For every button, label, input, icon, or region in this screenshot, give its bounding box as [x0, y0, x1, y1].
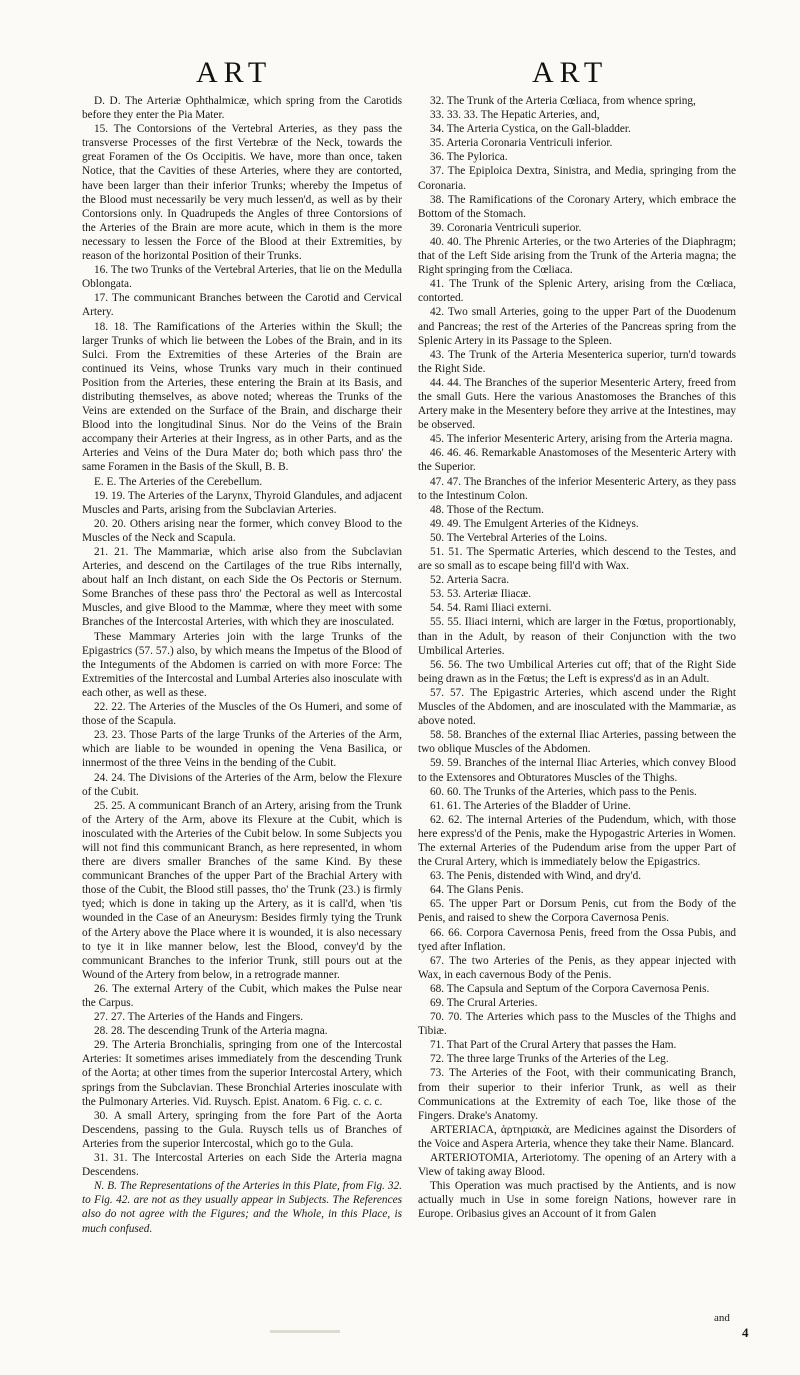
- entry-paragraph: 32. The Trunk of the Arteria Cœliaca, from whence spring,: [430, 95, 696, 107]
- entry-paragraph: 53. 53. Arteriæ Iliacæ.: [430, 588, 532, 601]
- entry-paragraph: E. E. The Arteries of the Cerebellum.: [94, 475, 263, 488]
- entry-paragraph: 71. That Part of the Crural Artery that passes the Ham.: [430, 1039, 677, 1052]
- entry-paragraph: 27. 27. The Arteries of the Hands and Fingers.: [94, 1011, 304, 1024]
- entry-paragraph: 45. The inferior Mesenteric Artery, arising from the Arteria magna.: [430, 433, 733, 446]
- entry-paragraph: 39. Coronaria Ventriculi superior.: [430, 221, 582, 234]
- entry-paragraph: 48. Those of the Rectum.: [430, 503, 544, 516]
- entry-paragraph: 38. The Ramifications of the Coronary Artery, which embrace the Bottom of the Stomach.: [418, 193, 736, 220]
- entry-paragraph: 65. The upper Part or Dorsum Penis, cut from the Body of the Penis, and raised to shew the Corpora Cavernosa Penis.: [418, 898, 736, 925]
- entry-paragraph: N. B. The Representations of the Arteries in this Plate, from Fig. 32. to Fig. 42. are not as they usually appear in Subjects. The References also do not agree with the Figures; and the Whole, in this Place, is much confused.: [82, 1180, 402, 1235]
- entry-paragraph: 52. Arteria Sacra.: [430, 574, 510, 587]
- entry-paragraph: 70. 70. The Arteries which pass to the Muscles of the Thighs and Tibiæ.: [418, 1011, 736, 1038]
- right-column: [418, 94, 736, 1222]
- entry-paragraph: 31. 31. The Intercostal Arteries on each Side the Arteria magna Descendens.: [82, 1152, 402, 1179]
- entry-paragraph: 63. The Penis, distended with Wind, and dry'd.: [430, 870, 642, 883]
- entry-paragraph: 29. The Arteria Bronchialis, springing from one of the Intercostal Arteries: It sometimes arises immediately from the descending Trunk of the Aorta; at other times from the superior Intercostal Artery, which springs from the Subclavian. These Bronchial Arteries inosculate with the Pulmonary Arteries. Vid. Ruysch. Epist. Anatom. 6 Fig. c. c. c.: [82, 1039, 402, 1108]
- left-column: [82, 94, 402, 1236]
- entry-paragraph: 47. 47. The Branches of the inferior Mesenteric Artery, as they pass to the Intestinum Colon.: [418, 475, 736, 502]
- entry-paragraph: 15. The Contorsions of the Vertebral Arteries, as they pass the transverse Processes of the first Vertebræ of the Neck, towards the great Foramen of the Os Occipitis. We have, more than once, taken Notice, that the Cavities of these Arteries, where they are contorted, have been larger than their inferior Trunks; whereby the Impetus of the Blood must necessarily be very much lessen'd, as well as by their Contorsions only. In Quadrupeds the Angles of three Contorsions of the Arteries of the Brain are more acute, which in them is the more necessary to lessen the Force of the Blood at their Extremities, by reason of the horizontal Position of their Trunks.: [82, 123, 402, 263]
- entry-paragraph: 23. 23. Those Parts of the large Trunks of the Arteries of the Arm, which are liable to be wounded in opening the Vena Basilica, or innermost of the three Veins in the bending of the Cubit.: [82, 729, 402, 770]
- entry-paragraph: 69. The Crural Arteries.: [430, 997, 538, 1009]
- entry-paragraph: ARTERIACA, ἀρτηριακὰ, are Medicines against the Disorders of the Voice and Aspera Arteria, whence they take their Name. Blancard.: [418, 1123, 736, 1150]
- entry-paragraph: 19. 19. The Arteries of the Larynx, Thyroid Glandules, and adjacent Muscles and Parts, arising from the Subclavian Arteries.: [82, 489, 402, 516]
- entry-paragraph: 51. 51. The Spermatic Arteries, which descend to the Testes, and are so small as to escape being fill'd with Wax.: [418, 546, 736, 573]
- entry-paragraph: ARTERIOTOMIA, Arteriotomy. The opening of an Artery with a View of taking away Blood.: [418, 1152, 736, 1179]
- entry-paragraph: 50. The Vertebral Arteries of the Loins.: [430, 531, 608, 544]
- entry-paragraph: 33. 33. 33. The Hepatic Arteries, and,: [430, 109, 600, 122]
- entry-paragraph: 28. 28. The descending Trunk of the Arteria magna.: [94, 1025, 328, 1038]
- entry-paragraph: 22. 22. The Arteries of the Muscles of the Os Humeri, and some of those of the Scapula.: [82, 701, 402, 728]
- entry-paragraph: This Operation was much practised by the Antients, and is now actually much in Use in some foreign Nations, however rare in Europe. Oribasius gives an Account of it from Galen: [418, 1180, 736, 1221]
- entry-paragraph: 41. The Trunk of the Splenic Artery, arising from the Cœliaca, contorted.: [418, 278, 736, 305]
- entry-paragraph: 34. The Arteria Cystica, on the Gall-bladder.: [430, 123, 631, 136]
- entry-paragraph: D. D. The Arteriæ Ophthalmicæ, which spring from the Carotids before they enter the Pia Mater.: [82, 95, 402, 122]
- entry-paragraph: 60. 60. The Trunks of the Arteries, which pass to the Penis.: [430, 785, 697, 798]
- entry-paragraph: 61. 61. The Arteries of the Bladder of Urine.: [430, 799, 631, 812]
- entry-paragraph: These Mammary Arteries join with the large Trunks of the Epigastrics (57. 57.) also, by which means the Impetus of the Blood of the Integuments of the Abdomen is carried on with more Force: The Extremities of the Intercostal and Lumbal Arteries also inosculate with each other, as well as these.: [82, 630, 402, 699]
- entry-paragraph: 64. The Glans Penis.: [430, 884, 524, 897]
- entry-paragraph: 25. 25. A communicant Branch of an Artery, arising from the Trunk of the Artery of the Arm, above its Flexure at the Cubit, which is inosculated with the Arteries of the Cubit below. In some Subjects you will not find this communicant Branch, as here represented, in whom there are divers smaller Branches of the same Kind. By these communicant Branches of the upper Part of the Brachial Artery with those of the Cubit, the Blood still passes, tho' the Trunk (23.) is firmly tyed; which is done in taking up the Artery, as it is call'd, when 'tis wounded in the Case of an Aneurysm: Besides firmly tying the Trunk of the Artery above the Place where it is wounded, it is also necessary to tye it in like manner below, lest the Blood, convey'd by the communicant Branches to the inferior Trunk, still pours out at the Wound of the Artery from below, in a retrograde manner.: [82, 799, 402, 981]
- entry-paragraph: 54. 54. Rami Iliaci externi.: [430, 602, 552, 615]
- entry-paragraph: 72. The three large Trunks of the Arteries of the Leg.: [430, 1053, 669, 1066]
- entry-paragraph: 46. 46. 46. Remarkable Anastomoses of the Mesenteric Artery with the Superior.: [418, 447, 736, 474]
- entry-paragraph: 17. The communicant Branches between the Carotid and Cervical Artery.: [82, 292, 402, 319]
- entry-paragraph: 20. 20. Others arising near the former, which convey Blood to the Muscles of the Neck and Scapula.: [82, 517, 402, 544]
- entry-paragraph: 56. 56. The two Umbilical Arteries cut off; that of the Right Side being drawn as in the Fœtus; the Left is express'd as in an Adult.: [418, 658, 736, 685]
- entry-paragraph: 58. 58. Branches of the external Iliac Arteries, passing between the two oblique Muscles of the Abdomen.: [418, 729, 736, 756]
- entry-paragraph: 35. Arteria Coronaria Ventriculi inferior.: [430, 137, 613, 150]
- entry-paragraph: 49. 49. The Emulgent Arteries of the Kidneys.: [430, 517, 639, 530]
- entry-paragraph: 66. 66. Corpora Cavernosa Penis, freed from the Ossa Pubis, and tyed after Inflation.: [418, 926, 736, 953]
- entry-paragraph: 42. Two small Arteries, going to the upper Part of the Duodenum and Pancreas; the rest of the Arteries of the Pancreas spring from the Splenic Artery in its Passage to the Spleen.: [418, 306, 736, 347]
- entry-paragraph: 26. The external Artery of the Cubit, which makes the Pulse near the Carpus.: [82, 982, 402, 1009]
- entry-paragraph: 37. The Epiploica Dextra, Sinistra, and Media, springing from the Coronaria.: [418, 165, 736, 192]
- entry-paragraph: 44. 44. The Branches of the superior Mesenteric Artery, freed from the small Guts. Here the various Anastomoses the Branches of this Artery make in the Mesentery before they arrive at the Intestines, may be observed.: [418, 376, 736, 432]
- entry-paragraph: 21. 21. The Mammariæ, which arise also from the Subclavian Arteries, and descend on the Cartilages of the true Ribs internally, about half an Inch distant, on each Side the Os Pectoris or Sternum. Some Branches of these pass thro' the Pectoral as well as Intercostal Muscles, and give Blood to the Mammæ, where they meet with some Branches of the Intercostal Arteries, with which they are inosculated.: [82, 546, 402, 629]
- entry-paragraph: 62. 62. The internal Arteries of the Pudendum, which, with those here express'd of the Penis, make the Hypogastric Arteries in Women. The external Arteries of the Pudendum arise from the upper Part of the Crural Artery, which is immediately below the Epigastrics.: [418, 813, 736, 869]
- entry-paragraph: 40. 40. The Phrenic Arteries, or the two Arteries of the Diaphragm; that of the Left Side arising from the Trunk of the Arteria magna; the Right springing from the Cœliaca.: [418, 235, 736, 277]
- entry-paragraph: 24. 24. The Divisions of the Arteries of the Arm, below the Flexure of the Cubit.: [82, 771, 402, 798]
- entry-paragraph: 67. The two Arteries of the Penis, as they appear injected with Wax, in each cavernous Body of the Penis.: [418, 954, 736, 981]
- catchword: and: [714, 1312, 730, 1324]
- entry-paragraph: 73. The Arteries of the Foot, with their communicating Branch, from their superior to their inferior Trunk, as well as their Communications at the Extremity of each Toe, like those of the Fingers. Drake's Anatomy.: [418, 1067, 736, 1122]
- running-head-right: ART: [532, 56, 609, 89]
- entry-paragraph: 55. 55. Iliaci interni, which are larger in the Fœtus, proportionably, than in the Adult, by reason of their Conjunction with the two Umbilical Arteries.: [418, 616, 736, 657]
- entry-paragraph: 16. The two Trunks of the Vertebral Arteries, that lie on the Medulla Oblongata.: [82, 264, 402, 291]
- entry-paragraph: 43. The Trunk of the Arteria Mesenterica superior, turn'd towards the Right Side.: [418, 348, 736, 375]
- entry-paragraph: 18. 18. The Ramifications of the Arteries within the Skull; the larger Trunks of which lie between the Lobes of the Brain, and in its Sulci. From the Extremities of these Arteries of the Brain are continued its Veins, whose Trunks vary much in their continued Position from the Arteries, these entering the Brain at its Basis, and distributing themselves, as above noted; whereas the Trunks of the Veins are extended on the Surface of the Brain, and discharge their Blood into the longitudinal Sinus. Nor do the Veins of the Brain accompany their Arteries at their Ingress, as in other Parts, and as the Arteries and Veins of the Dura Mater do; both which pass thro' the same Foramen in the Basis of the Skull, B. B.: [82, 320, 402, 474]
- page-number: 4: [742, 1325, 749, 1340]
- entry-paragraph: 30. A small Artery, springing from the fore Part of the Aorta Descendens, passing to the Gula. Ruysch tells us of Branches of Arteries from the superior Intercostal, which go to the Gula.: [82, 1109, 402, 1150]
- entry-paragraph: 36. The Pylorica.: [430, 151, 508, 164]
- entry-paragraph: 59. 59. Branches of the internal Iliac Arteries, which convey Blood to the Extensores and Obturatores Muscles of the Thighs.: [418, 757, 736, 784]
- entry-paragraph: 68. The Capsula and Septum of the Corpora Cavernosa Penis.: [430, 982, 710, 995]
- print-smudge: [270, 1330, 340, 1333]
- entry-paragraph: 57. 57. The Epigastric Arteries, which ascend under the Right Muscles of the Abdomen, and are inosculated with the Mammariæ, as above noted.: [418, 686, 736, 728]
- running-head-left: ART: [196, 56, 273, 89]
